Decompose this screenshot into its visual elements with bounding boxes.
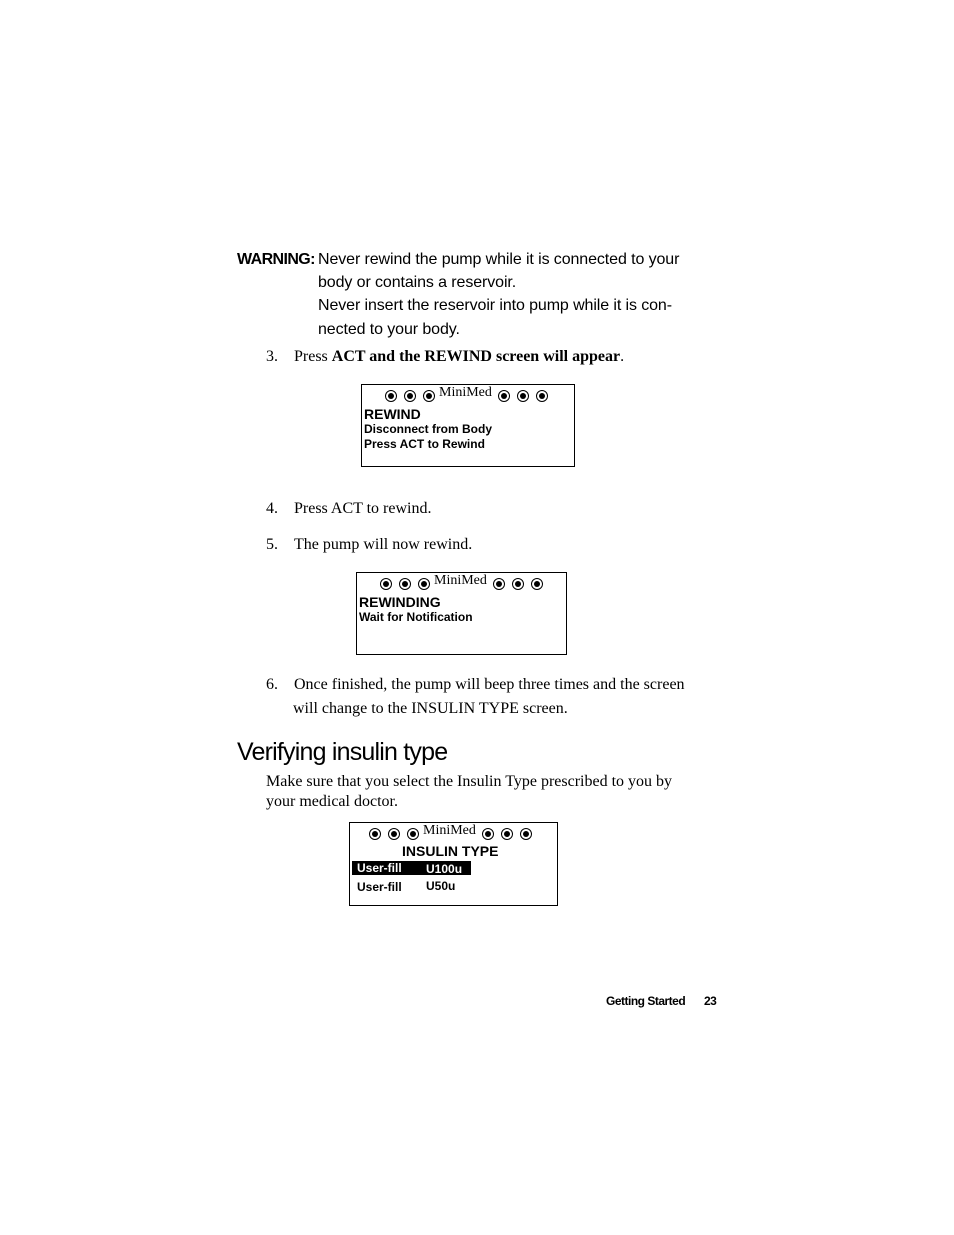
button-dot-icon — [399, 578, 411, 590]
button-dot-icon — [501, 828, 513, 840]
section-paragraph-line-2: your medical doctor. — [266, 793, 398, 810]
selected-option-row — [352, 861, 471, 875]
step-4-text: Press ACT to rewind. — [294, 500, 432, 517]
warning-line-4: nected to your body. — [318, 321, 460, 338]
step-5-text: The pump will now rewind. — [294, 536, 473, 553]
step-3-number: 3. — [266, 348, 278, 365]
screen-line: Press ACT to Rewind — [364, 437, 485, 451]
brand-label: MiniMed — [434, 573, 487, 588]
section-paragraph-line-1: Make sure that you select the Insulin Type prescribed to you by — [266, 773, 673, 790]
step-3-prefix: Press — [294, 348, 332, 365]
warning-label: WARNING: — [237, 251, 315, 268]
screen-header — [385, 387, 574, 405]
step-6-text-line-1: Once finished, the pump will beep three times and the screen — [294, 676, 685, 693]
option-row — [352, 879, 471, 893]
option-label: User-fill — [357, 880, 402, 894]
rewind-screen — [361, 384, 575, 467]
brand-label: MiniMed — [423, 823, 476, 838]
screen-line: Disconnect from Body — [364, 422, 493, 436]
button-dot-icon — [517, 390, 529, 402]
button-dot-icon — [404, 390, 416, 402]
step-6-number: 6. — [266, 676, 278, 693]
step-4-number: 4. — [266, 500, 278, 517]
option-value: U100u — [426, 862, 463, 876]
warning-line-2: body or contains a reservoir. — [318, 274, 517, 291]
button-dot-icon — [423, 390, 435, 402]
button-dot-icon — [512, 578, 524, 590]
button-dot-icon — [369, 828, 381, 840]
option-value: U50u — [426, 879, 456, 893]
step-3-text — [294, 348, 624, 366]
button-dot-icon — [498, 390, 510, 402]
insulin-type-screen — [349, 822, 558, 906]
button-dot-icon — [388, 828, 400, 840]
screen-header — [369, 825, 557, 843]
screen-title: INSULIN TYPE — [402, 843, 499, 859]
page-number: 23 — [704, 994, 717, 1008]
button-dot-icon — [493, 578, 505, 590]
screen-line: Wait for Notification — [359, 610, 473, 624]
step-3-suffix: . — [620, 348, 625, 365]
step-5-number: 5. — [266, 536, 278, 553]
brand-label: MiniMed — [439, 385, 492, 400]
button-dot-icon — [418, 578, 430, 590]
button-dot-icon — [520, 828, 532, 840]
button-dot-icon — [380, 578, 392, 590]
screen-title: REWIND — [364, 406, 421, 422]
button-dot-icon — [407, 828, 419, 840]
screen-title: REWINDING — [359, 594, 441, 610]
section-heading: Verifying insulin type — [237, 738, 448, 766]
button-dot-icon — [482, 828, 494, 840]
footer-section-title: Getting Started — [606, 994, 686, 1008]
warning-line-3: Never insert the reservoir into pump while it is con- — [318, 297, 672, 314]
rewinding-screen — [356, 572, 567, 655]
warning-line-1: Never rewind the pump while it is connected to your — [318, 251, 680, 268]
button-dot-icon — [385, 390, 397, 402]
screen-header — [380, 575, 566, 593]
step-6-text-line-2: will change to the INSULIN TYPE screen. — [293, 700, 568, 717]
option-label: User-fill — [357, 861, 402, 875]
step-3-bold: ACT and the REWIND screen will appear — [331, 348, 621, 365]
button-dot-icon — [536, 390, 548, 402]
button-dot-icon — [531, 578, 543, 590]
